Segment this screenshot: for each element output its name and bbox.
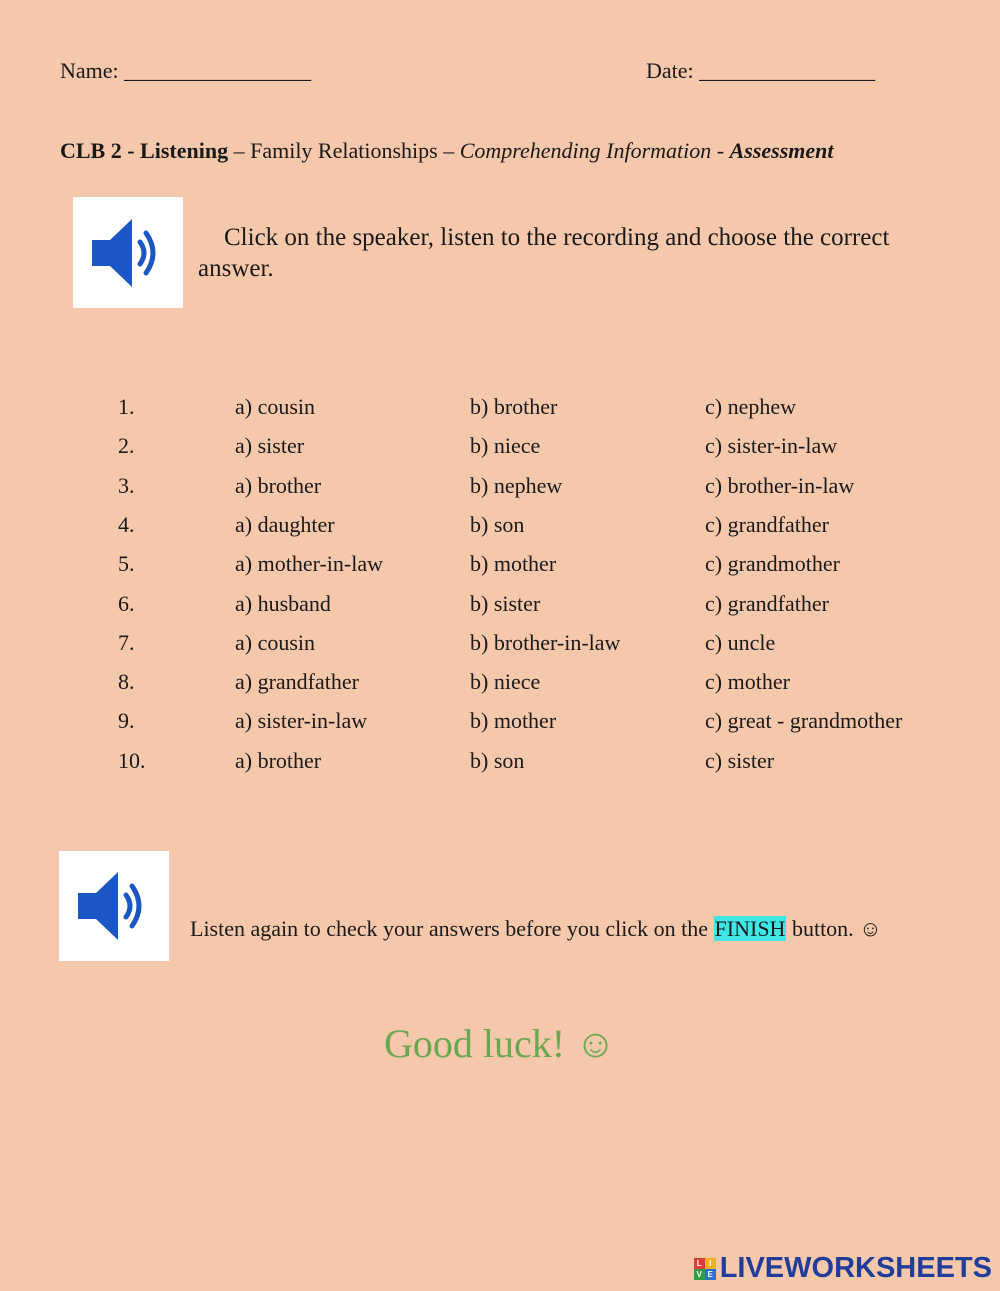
question-number: 2. <box>118 433 135 459</box>
answer-option-c[interactable]: c) great - grandmother <box>705 708 903 734</box>
answer-option-b[interactable]: b) son <box>470 747 525 773</box>
answer-option-a[interactable]: a) brother <box>235 747 322 773</box>
logo-mark-v: V <box>694 1269 705 1280</box>
answer-option-b[interactable]: b) son <box>470 511 525 537</box>
answer-option-c[interactable]: c) uncle <box>705 629 776 655</box>
question-number: 8. <box>118 669 135 695</box>
answer-option-c[interactable]: c) nephew <box>705 394 797 419</box>
answer-option-a[interactable]: a) brother <box>235 472 322 498</box>
speaker-button-main[interactable] <box>73 197 183 308</box>
answer-option-b[interactable]: b) niece <box>470 433 541 459</box>
instruction-top: Click on the speaker, listen to the recording and choose the correct answer. <box>198 224 890 282</box>
good-luck-message: Good luck! ☺ <box>384 1021 616 1066</box>
answer-option-a[interactable]: a) daughter <box>235 511 335 537</box>
instruction-bottom-before: Listen again to check your answers before you click on the <box>190 916 714 941</box>
answer-option-b[interactable]: b) niece <box>470 669 541 695</box>
answer-option-b[interactable]: b) mother <box>470 551 557 577</box>
answer-option-b[interactable]: b) mother <box>470 708 557 734</box>
name-label: Name: <box>60 58 125 83</box>
page-title <box>60 138 834 164</box>
title-type: Assessment <box>729 138 834 163</box>
answer-option-c[interactable]: c) mother <box>705 669 790 695</box>
question-number: 1. <box>118 394 135 419</box>
speaker-icon <box>88 213 168 293</box>
question-number: 6. <box>118 590 135 616</box>
logo-mark-e: E <box>705 1269 716 1280</box>
instruction-bottom <box>190 916 882 942</box>
instruction-bottom-after: button. ☺ <box>786 916 882 941</box>
logo-mark-l: L <box>694 1258 705 1269</box>
answer-option-c[interactable]: c) grandfather <box>705 511 829 537</box>
answer-option-a[interactable]: a) grandfather <box>235 669 359 695</box>
answer-option-a[interactable]: a) sister-in-law <box>235 708 368 734</box>
date-label: Date: <box>646 58 700 83</box>
answer-option-c[interactable]: c) grandfather <box>705 590 829 616</box>
speaker-icon <box>74 866 154 946</box>
question-number: 9. <box>118 708 135 734</box>
answer-option-b[interactable]: b) brother-in-law <box>470 629 621 655</box>
name-blank[interactable]: _________________ <box>124 58 312 83</box>
answer-option-c[interactable]: c) sister <box>705 747 775 773</box>
question-number: 4. <box>118 511 135 537</box>
liveworksheets-logo <box>694 1252 992 1285</box>
answer-option-a[interactable]: a) sister <box>235 433 305 459</box>
answer-option-a[interactable]: a) cousin <box>235 394 316 419</box>
name-field <box>60 58 311 84</box>
speaker-button-replay[interactable] <box>59 851 169 961</box>
logo-mark-i: I <box>705 1258 716 1269</box>
answer-option-a[interactable]: a) mother-in-law <box>235 551 383 577</box>
logo-mark-icon <box>694 1258 716 1280</box>
answer-option-b[interactable]: b) brother <box>470 394 558 419</box>
logo-text: LIVEWORKSHEETS <box>719 1252 992 1284</box>
title-level: CLB 2 - Listening <box>60 138 229 163</box>
date-field <box>646 58 875 84</box>
question-number: 10. <box>118 747 146 773</box>
answer-option-c[interactable]: c) sister-in-law <box>705 433 838 459</box>
answer-option-a[interactable]: a) cousin <box>235 629 316 655</box>
date-blank[interactable]: ________________ <box>699 58 876 83</box>
answer-option-c[interactable]: c) grandmother <box>705 551 840 577</box>
question-number: 7. <box>118 629 135 655</box>
answer-option-a[interactable]: a) husband <box>235 590 331 616</box>
title-topic: – Family Relationships – <box>228 138 460 163</box>
finish-highlight: FINISH <box>714 916 786 941</box>
question-number: 3. <box>118 472 135 498</box>
answer-option-b[interactable]: b) nephew <box>470 472 563 498</box>
answer-option-c[interactable]: c) brother-in-law <box>705 472 855 498</box>
title-skill: Comprehending Information - <box>459 138 730 163</box>
question-number: 5. <box>118 551 135 577</box>
answer-option-b[interactable]: b) sister <box>470 590 541 616</box>
